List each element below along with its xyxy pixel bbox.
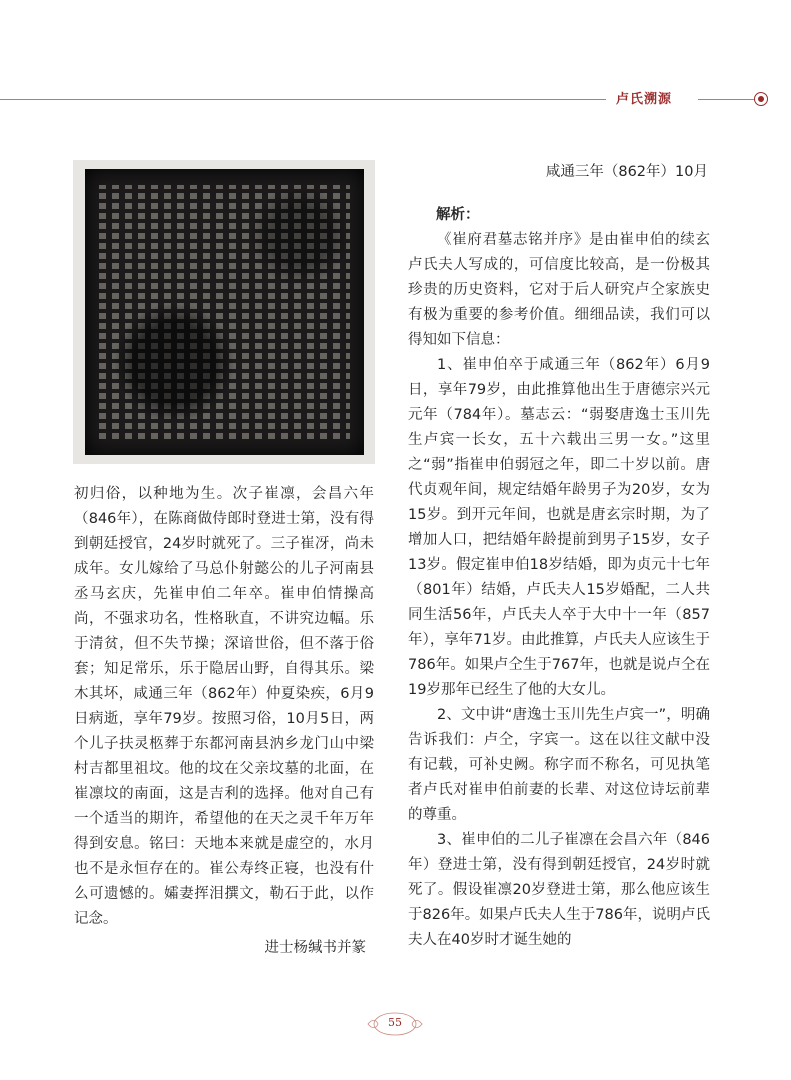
epitaph-rubbing-image (73, 160, 375, 464)
calligrapher-signature: 进士杨缄书并篆 (264, 940, 366, 956)
rubbing-stone (85, 169, 364, 455)
header-rule-left (0, 99, 606, 100)
analysis-heading: 解析： (436, 207, 480, 223)
target-ornament-icon (754, 92, 768, 106)
analysis-paragraph: 《崔府君墓志铭并序》是由崔申伯的续玄卢氏夫人写成的，可信度比较高，是一份极其珍贵的历史资料，它对于后人研究卢仝家族史有极为重要的参考价值。细细品读，我们可以得知如下信息： (408, 232, 710, 348)
analysis-paragraph: 2、文中讲“唐逸士玉川先生卢宾一”，明确告诉我们：卢仝，字宾一。这在以往文献中没有记载，可补史阙。称字而不称名，可见执笔者卢氏对崔申伯前妻的长辈、对这位诗坛前辈的尊重。 (408, 707, 710, 823)
analysis-paragraph: 3、崔申伯的二儿子崔凛在会昌六年（846年）登进士第，没有得到朝廷授官，24岁时就死了。假设崔凛20岁登进士第，那么他应该生于826年。如果卢氏夫人生于786年，说明卢氏夫人在40岁时才诞生她的 (408, 832, 710, 948)
page-number: 55 (388, 1016, 402, 1029)
header-rule-right (698, 99, 754, 100)
analysis-paragraph: 1、崔申伯卒于咸通三年（862年）6月9日，享年79岁，由此推算他出生于唐德宗兴元元年（784年）。墓志云：“弱娶唐逸士玉川先生卢宾一长女，五十六载出三男一女。”这里之“弱”指崔申伯弱冠之年，即二十岁以前。唐代贞观年间，规定结婚年龄男子为20岁，女为15岁。到开元年间，也就是唐玄宗时期，为了增加人口，把结婚年龄提前到男子15岁，女子13岁。假定崔申伯18岁结婚，即为贞元十七年（801年）结婚，卢氏夫人15岁婚配，二人共同生活56年，卢氏夫人卒于大中十一年（857年），享年71岁。由此推算，卢氏夫人应该生于786年。如果卢仝生于767年，也就是说卢仝在19岁那年已经生了他的大女儿。 (408, 357, 710, 698)
left-text-column (74, 482, 374, 961)
epitaph-date: 咸通三年（862年）10月 (545, 164, 708, 180)
body-paragraph: 初归俗，以种地为生。次子崔凛，会昌六年（846年），在陈商做侍郎时登进士第，没有得到朝廷授官，24岁时就死了。三子崔冴，尚未成年。女儿嫁给了马总仆射懿公的儿子河南县丞马玄庆，先崔申伯二年卒。崔申伯情操高尚，不强求功名，性格耿直，不讲究边幅。乐于清贫，但不失节操；深谙世俗，但不落于俗套；知足常乐，乐于隐居山野，自得其乐。梁木其坏，咸通三年（862年）仲夏染疾，6月9日病逝，享年79岁。按照习俗，10月5日，两个儿子扶灵柩葬于东都河南县汭乡龙门山中梁村吉都里祖坟。他的坟在父亲坟墓的北面，在崔凛坟的南面，这是吉利的选择。他对自己有一个适当的期许，希望他的在天之灵千年万年得到安息。铭曰：天地本来就是虚空的，水月也不是永恒存在的。崔公寿终正寝，也没有什么可遗憾的。孀妻挥泪撰文，勒石于此，以作记念。 (74, 486, 374, 927)
right-text-column (408, 160, 710, 953)
section-title: 卢氏溯源 (616, 92, 673, 107)
